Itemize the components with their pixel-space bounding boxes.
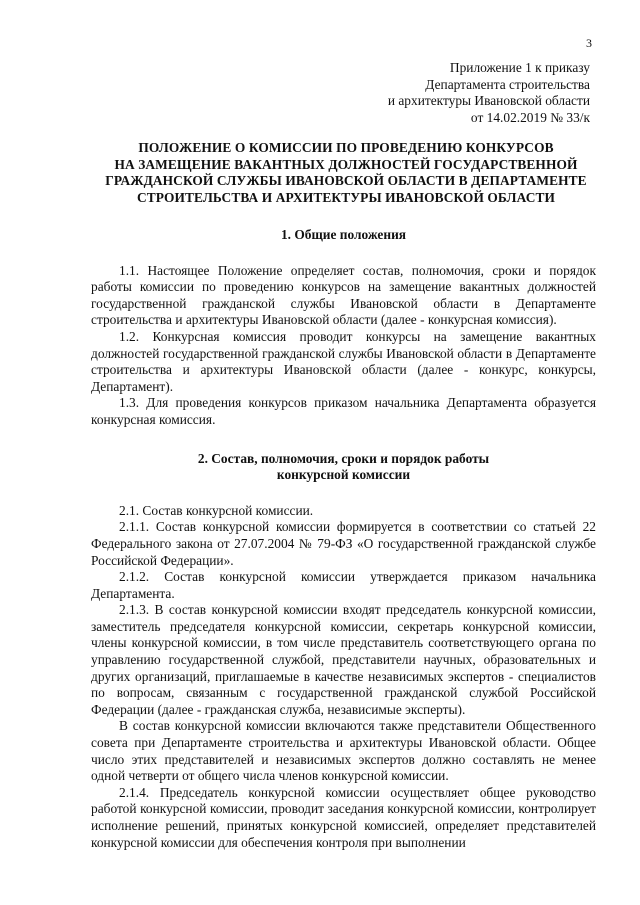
title-line: НА ЗАМЕЩЕНИЕ ВАКАНТНЫХ ДОЛЖНОСТЕЙ ГОСУДАРСТВЕННОЙ: [114, 156, 578, 172]
annex-line: Департамента строительства: [425, 76, 590, 92]
section-heading-line: 1. Общие положения: [280, 227, 407, 242]
paragraph: 2.1.2. Состав конкурсной комиссии утверждается приказом начальника Департамента.: [91, 569, 596, 601]
annex-line: и архитектуры Ивановской области: [387, 93, 590, 109]
paragraph: 1.2. Конкурсная комиссия проводит конкурсы на замещение вакантных должностей государственной гражданской службы Ивановской области в Департаменте строительства и архитектуры Ивановской области (далее - конкурс, конкурсы, Департамент).: [91, 328, 596, 394]
annex-line: от 14.02.2019 № 33/к: [470, 109, 590, 125]
paragraph: 1.3. Для проведения конкурсов приказом начальника Департамента образуется конкурсная комиссия.: [91, 395, 596, 427]
title-line: ПОЛОЖЕНИЕ О КОМИССИИ ПО ПРОВЕДЕНИЮ КОНКУРСОВ: [138, 140, 554, 155]
paragraph: 2.1. Состав конкурсной комиссии.: [119, 502, 314, 518]
section-heading-general: [91, 227, 596, 244]
title-line: ГРАЖДАНСКОЙ СЛУЖБЫ ИВАНОВСКОЙ ОБЛАСТИ В ДЕПАРТАМЕНТЕ: [105, 173, 587, 189]
annex-line: Приложение 1 к приказу: [449, 60, 590, 75]
annex-block: [270, 60, 590, 126]
paragraph: 1.1. Настоящее Положение определяет состав, полномочия, сроки и порядок работы комиссии по проведению конкурсов на замещение вакантных должностей государственной гражданской службы Ивановской области в Департаменте строительства и архитектуры Ивановской области (далее - конкурсная комиссия).: [91, 262, 596, 328]
section-heading-line: 2. Состав, полномочия, сроки и порядок работы: [197, 450, 490, 466]
paragraph: В состав конкурсной комиссии включаются также представители Общественного совета при Департаменте строительства и архитектуры Ивановской области. Общее число этих представителей и независимых экспертов должно составлять не менее одной четверти от общего числа членов конкурсной комиссии.: [91, 718, 596, 784]
paragraph: 2.1.4. Председатель конкурсной комиссии осуществляет общее руководство работой конкурсной комиссии, проводит заседания конкурсной комиссии, контролирует исполнение решений, принятых конкурсной комиссией, определяет представителей конкурсной комиссии для обеспечения контроля при выполнении: [91, 784, 596, 850]
document-title: [86, 140, 606, 206]
section-heading-line: конкурсной комиссии: [276, 467, 411, 483]
document-body: [91, 227, 596, 851]
title-line: СТРОИТЕЛЬСТВА И АРХИТЕКТУРЫ ИВАНОВСКОЙ ОБЛАСТИ: [136, 189, 556, 205]
paragraph: 2.1.3. В состав конкурсной комиссии входят председатель конкурсной комиссии, заместитель председателя конкурсной комиссии, секретарь конкурсной комиссии, члены конкурсной комиссии, в том числе представитель соответствующего органа по управлению государственной службой, представители научных, образовательных и других организаций, приглашаемые в качестве независимых экспертов - специалистов по вопросам, связанным с государственной гражданской службой Российской Федерации (далее - гражданская служба, независимые эксперты).: [91, 602, 596, 717]
paragraph: 2.1.1. Состав конкурсной комиссии формируется в соответствии со статьей 22 Федерального закона от 27.07.2004 № 79-ФЗ «О государственной гражданской службе Российской Федерации».: [91, 519, 596, 568]
page-number: 3: [586, 36, 592, 50]
section-heading-composition: [91, 451, 596, 484]
